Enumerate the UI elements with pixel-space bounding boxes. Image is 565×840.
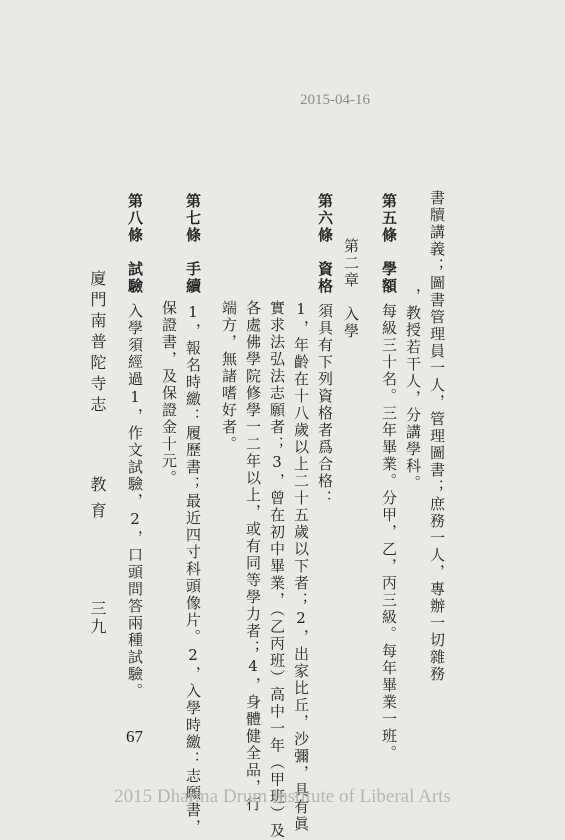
column-text: 書牘講義；圖書管理員一人，管理圖書；庶務一人，專辦一切雜務 bbox=[428, 190, 446, 683]
text-column bbox=[428, 190, 446, 683]
article-label: 第五條 學額 bbox=[380, 193, 398, 295]
running-head-title: 廈門南普陀寺志 bbox=[88, 270, 107, 417]
text-column bbox=[244, 300, 262, 813]
column-text: 端方，無諸嗜好者。 bbox=[220, 300, 238, 453]
column-text: 各處佛學院修學一二年以上，或有同等學力者；4，身體健全品，行 bbox=[244, 300, 262, 813]
column-text: 保證書，及保證金十元。 bbox=[160, 300, 178, 487]
text-column bbox=[268, 300, 286, 840]
column-text: ，教授若干人，分講學科。 bbox=[404, 288, 422, 492]
column-text: 須具有下列資格者爲合格： bbox=[316, 303, 334, 507]
text-column bbox=[184, 193, 202, 836]
text-column bbox=[316, 193, 334, 507]
text-column bbox=[380, 193, 398, 762]
text-column bbox=[292, 300, 310, 833]
running-head-folio: 三九 bbox=[88, 600, 107, 636]
article-label: 第六條 資格 bbox=[316, 193, 334, 295]
column-text: 每級三十名。三年畢業。分甲，乙，丙三級。每年畢業一班。 bbox=[380, 303, 398, 762]
text-column bbox=[404, 288, 422, 492]
footer-watermark: 2015 Dharma Drum Institute of Liberal Arts bbox=[114, 786, 451, 807]
page-number: 67 bbox=[126, 727, 143, 746]
date-stamp: 2015-04-16 bbox=[300, 92, 370, 108]
text-column bbox=[126, 193, 144, 700]
running-head-section: 教育 bbox=[88, 476, 107, 528]
column-text: 1，年齡在十八歲以上二十五歲以下者；2，出家比丘，沙彌，具有眞 bbox=[292, 300, 310, 833]
text-column bbox=[160, 300, 178, 487]
column-text: 第二章 入學 bbox=[342, 238, 360, 340]
column-text: 入學須經過1，作文試驗，2，口頭問答兩種試驗。 bbox=[126, 303, 144, 700]
text-column bbox=[220, 300, 238, 453]
text-column bbox=[342, 238, 360, 340]
article-label: 第八條 試驗 bbox=[126, 193, 144, 295]
article-label: 第七條 手續 bbox=[184, 193, 202, 295]
column-text: 實求法弘法志願者；3，曾在初中畢業，（乙丙班）高中一年（甲班）及 bbox=[268, 300, 286, 840]
column-text: 1，報名時繳：履歷書；最近四寸科頭像片。2，入學時繳：志願書， bbox=[184, 303, 202, 836]
